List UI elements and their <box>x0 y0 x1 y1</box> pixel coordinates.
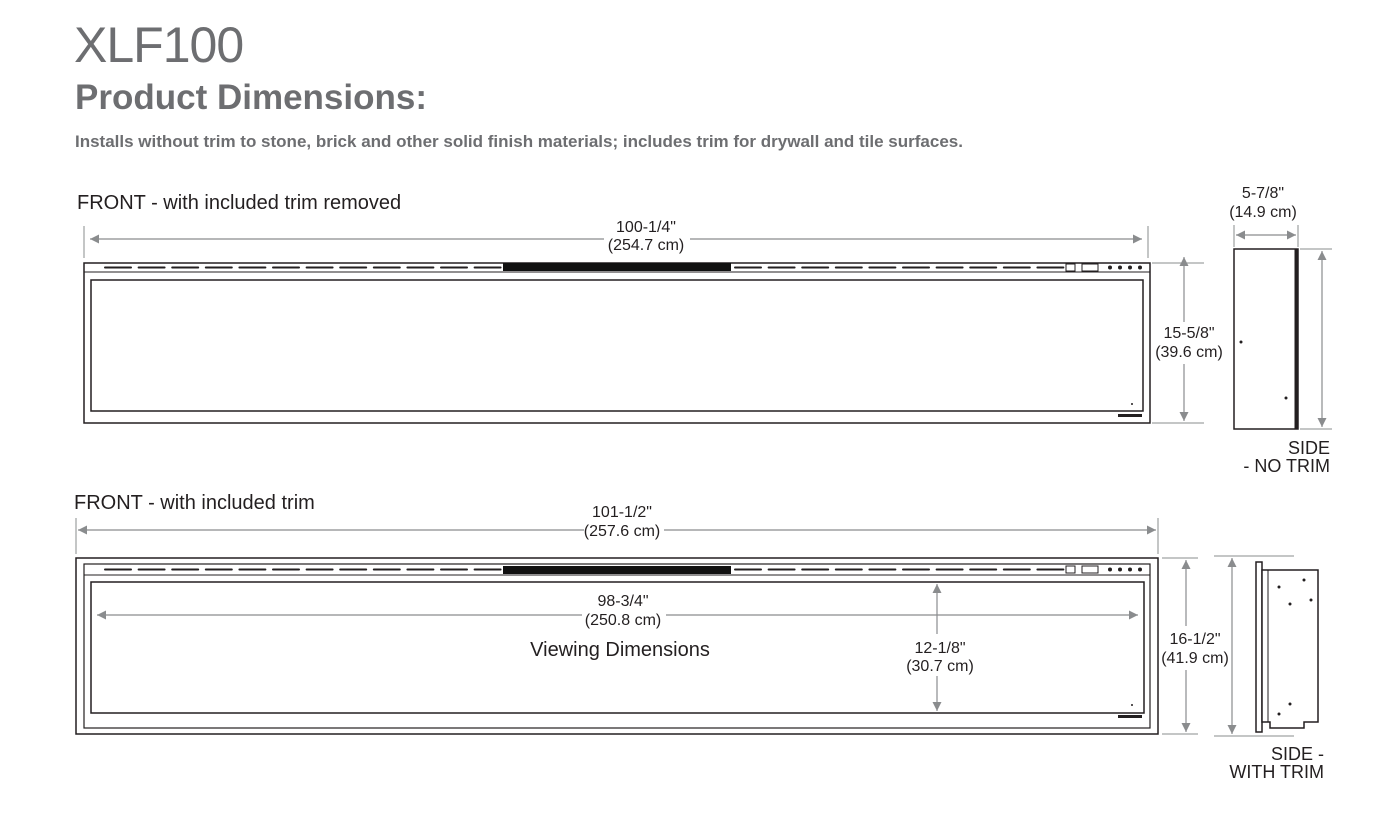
front-no-trim-label: FRONT - with included trim removed <box>77 192 402 214</box>
viewing-height-cm: (30.7 cm) <box>906 658 974 675</box>
front-with-trim-height-cm: (41.9 cm) <box>1161 650 1229 667</box>
viewing-dimensions-label: Viewing Dimensions <box>530 639 710 661</box>
install-description: Installs without trim to stone, brick and other solid finish materials; includes trim for drywall and tile surfaces. <box>75 132 963 151</box>
front-with-trim-width-cm: (257.6 cm) <box>583 523 661 540</box>
side-with-trim-label-2: WITH TRIM <box>1229 762 1324 782</box>
side-no-trim-depth-in: 5-7/8" <box>1241 185 1285 202</box>
model-title: XLF100 <box>74 17 244 73</box>
front-with-trim-width-in: 101-1/2" <box>592 504 652 521</box>
front-no-trim-drawing <box>84 226 1204 423</box>
front-no-trim-height-cm: (39.6 cm) <box>1155 344 1223 361</box>
page-heading: Product Dimensions: <box>75 78 427 117</box>
front-no-trim-width-in: 100-1/4" <box>616 219 676 236</box>
front-no-trim-height-in: 15-5/8" <box>1163 325 1215 342</box>
viewing-height-in: 12-1/8" <box>914 640 966 657</box>
viewing-width-in: 98-3/4" <box>597 593 649 610</box>
side-no-trim-label-1: SIDE <box>1287 438 1330 458</box>
side-no-trim-drawing <box>1234 225 1332 429</box>
front-no-trim-width-cm: (254.7 cm) <box>607 237 685 254</box>
side-no-trim-depth-cm: (14.9 cm) <box>1229 204 1297 221</box>
side-no-trim-label-2: - NO TRIM <box>1243 456 1330 476</box>
side-with-trim-label-1: SIDE - <box>1270 744 1324 764</box>
side-with-trim-drawing <box>1214 556 1318 736</box>
front-with-trim-label: FRONT - with included trim <box>74 492 315 514</box>
front-with-trim-height-in: 16-1/2" <box>1169 631 1221 648</box>
viewing-width-cm: (250.8 cm) <box>584 612 662 629</box>
